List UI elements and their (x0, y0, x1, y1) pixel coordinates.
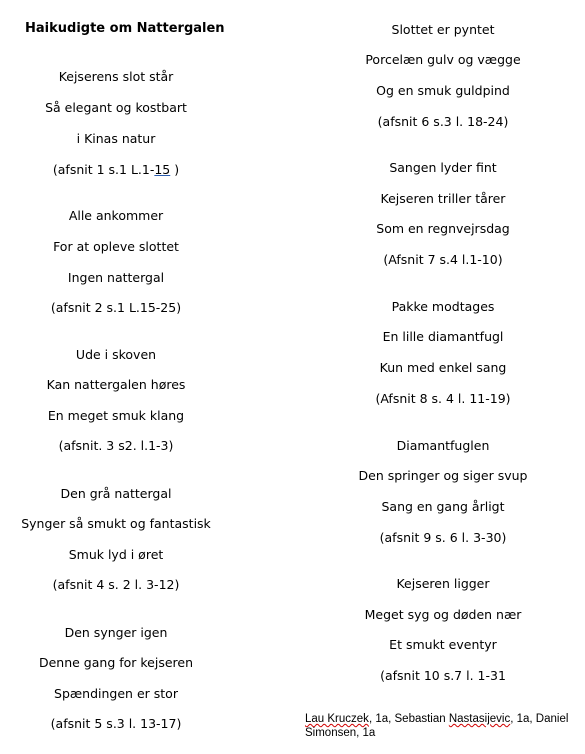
author-name: Nastasijevic (448, 713, 511, 725)
poem-line: Pakke modtages (391, 299, 495, 314)
poem-line: Kejseren ligger (396, 576, 490, 591)
poem-line: Den synger igen (64, 625, 168, 640)
poem-line: Sangen lyder fint (389, 160, 497, 175)
poem-line: Kan nattergalen høres (46, 377, 186, 392)
poem-line: Synger så smukt og fantastisk (21, 516, 211, 531)
document-title: Haikudigte om Nattergalen (25, 21, 225, 36)
poem-line: Den springer og siger svup (358, 468, 528, 483)
poem-line: Kun med enkel sang (379, 360, 507, 375)
reference-prefix: (afsnit 1 s.1 L.1- (52, 162, 155, 177)
poem-line: Som en regnvejrsdag (376, 221, 510, 236)
reference: (afsnit 6 s.3 l. 18-24) (377, 114, 509, 129)
author-text: , 1a, Daniel Simonsen, 1a (305, 713, 569, 739)
author-text: , 1a, Sebastian (368, 713, 449, 725)
author-name: Lau Kruczek (305, 713, 369, 725)
poem-line: Sang en gang årligt (381, 499, 505, 514)
poem-line: Kejseren triller tårer (380, 191, 506, 206)
poem-line: Denne gang for kejseren (38, 655, 194, 670)
poem-line: Diamantfuglen (396, 438, 490, 453)
poem-line: Porcelæn gulv og vægge (365, 52, 521, 67)
poem-line: Alle ankommer (68, 208, 164, 223)
poem-line: For at opleve slottet (53, 239, 179, 254)
reference: (afsnit 10 s.7 l. 1-31 (380, 668, 506, 683)
reference: (Afsnit 7 s.4 l.1-10) (383, 252, 503, 267)
poem-line: Så elegant og kostbart (45, 100, 187, 115)
poem-line: Smuk lyd i øret (68, 547, 164, 562)
reference-link[interactable]: 15 (154, 162, 171, 177)
reference: (afsnit 4 s. 2 l. 3-12) (52, 577, 180, 592)
reference (53, 162, 179, 177)
authors-credit (305, 712, 575, 740)
reference: (afsnit. 3 s2. l.1-3) (58, 438, 174, 453)
poem-line: Et smukt eventyr (389, 637, 497, 652)
reference: (afsnit 5 s.3 l. 13-17) (50, 716, 182, 731)
poem-line: Kejserens slot står (58, 69, 174, 84)
reference-suffix: ) (170, 162, 180, 177)
poem-line: Spændingen er stor (54, 686, 178, 701)
poem-line: Ingen nattergal (67, 270, 165, 285)
reference: (afsnit 9 s. 6 l. 3-30) (379, 530, 507, 545)
poem-line: Meget syg og døden nær (364, 607, 522, 622)
poem-line: Ude i skoven (75, 347, 157, 362)
poem-line: Og en smuk guldpind (376, 83, 510, 98)
poem-line: Den grå nattergal (60, 486, 172, 501)
poem-line: Slottet er pyntet (391, 22, 495, 37)
poem-line: i Kinas natur (76, 131, 156, 146)
poem-line: En meget smuk klang (47, 408, 185, 423)
reference: (afsnit 2 s.1 L.15-25) (50, 300, 182, 315)
reference: (Afsnit 8 s. 4 l. 11-19) (375, 391, 511, 406)
poem-line: En lille diamantfugl (382, 329, 504, 344)
